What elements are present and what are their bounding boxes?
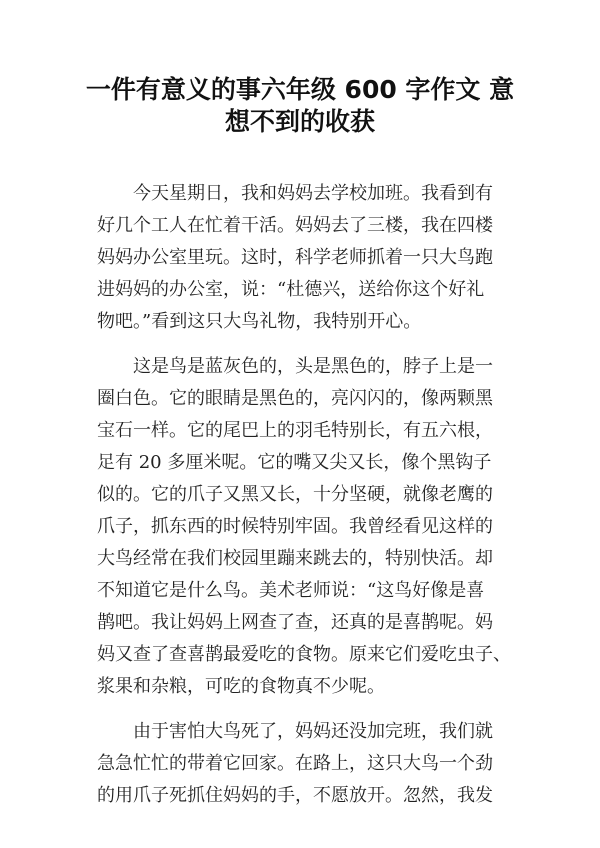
text-line: 足有 20 多厘米呢。它的嘴又尖又长，像个黑钩子 [97, 452, 492, 473]
text-line: 不知道它是什么鸟。美术老师说：“这鸟好像是喜 [97, 580, 485, 601]
text-line: 急急忙忙的带着它回家。在路上，这只大鸟一个劲 [97, 753, 493, 774]
text-line: 浆果和杂粮，可吃的食物真不少呢。 [97, 676, 385, 697]
text-line: 妈又查了查喜鹊最爱吃的食物。原来它们爱吃虫子、 [97, 644, 511, 665]
text-line: 由于害怕大鸟死了，妈妈还没加完班，我们就 [133, 721, 493, 742]
title-line-1: 一件有意义的事六年级 600 字作文 意 [85, 75, 515, 104]
text-line: 大鸟经常在我们校园里蹦来跳去的，特别快活。却 [97, 548, 493, 569]
text-line: 妈妈办公室里玩。这时，科学老师抓着一只大鸟跑 [97, 247, 493, 268]
paragraph-2 [97, 351, 511, 703]
text-line: 鹊吧。我让妈妈上网查了查，还真的是喜鹊呢。妈 [97, 612, 493, 633]
text-line: 圈白色。它的眼睛是黑色的，亮闪闪的，像两颗黑 [97, 388, 493, 409]
text-line: 好几个工人在忙着干活。妈妈去了三楼，我在四楼 [97, 215, 493, 236]
text-line: 宝石一样。它的尾巴上的羽毛特别长，有五六根， [97, 420, 493, 441]
text-line: 进妈妈的办公室，说：“杜德兴，送给你这个好礼 [97, 279, 485, 300]
title-line-2: 想不到的收获 [224, 107, 375, 136]
text-line: 似的。它的爪子又黑又长，十分坚硬，就像老鹰的 [97, 484, 493, 505]
document-body [97, 178, 511, 825]
text-line: 的用爪子死抓住妈妈的手，不愿放开。忽然，我发 [97, 785, 493, 806]
text-line: 这是鸟是蓝灰色的，头是黑色的，脖子上是一 [133, 356, 493, 377]
paragraph-3 [97, 716, 507, 812]
document-title [80, 74, 520, 138]
text-line: 爪子，抓东西的时候特别牢固。我曾经看见这样的 [97, 516, 493, 537]
text-line: 物吧。”看到这只大鸟礼物，我特别开心。 [97, 311, 422, 332]
text-line: 今天星期日，我和妈妈去学校加班。我看到有 [133, 183, 493, 204]
paragraph-1 [97, 178, 507, 338]
